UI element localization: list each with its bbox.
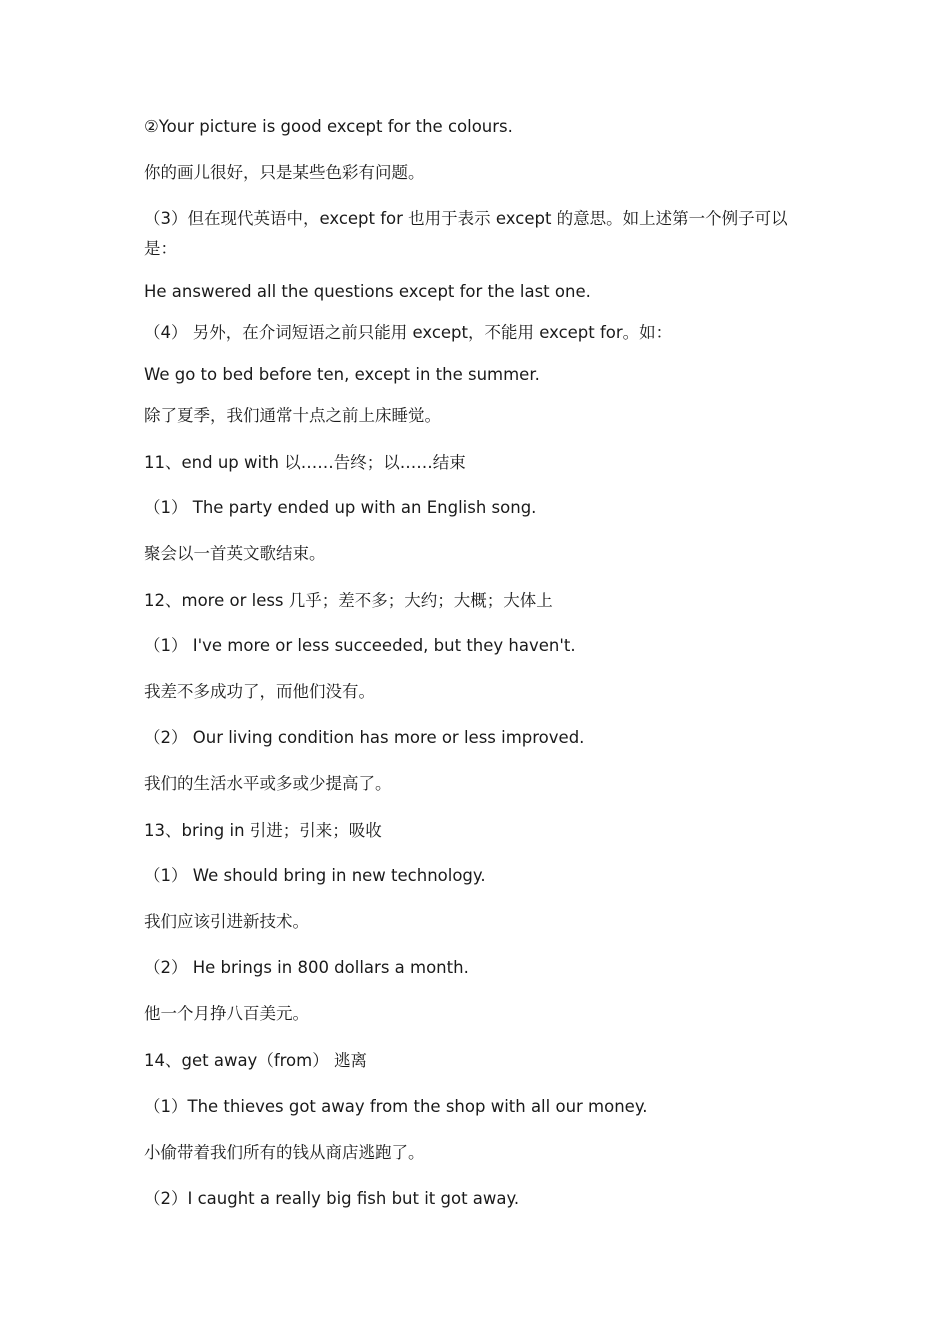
text-line: 我们的生活水平或多或少提高了。 (144, 774, 392, 793)
text-line: （4） 另外，在介词短语之前只能用 except，不能用 except for。如： (144, 323, 673, 342)
text-line: 我差不多成功了，而他们没有。 (144, 682, 375, 701)
text-line: 小偷带着我们所有的钱从商店逃跑了。 (144, 1143, 425, 1162)
text-line: （2）I caught a really big fish but it got away. (144, 1189, 520, 1208)
section-heading: 14、get away（from） 逃离 (144, 1051, 367, 1070)
text-line: （1） I've more or less succeeded, but they haven't. (144, 636, 576, 655)
text-line: （3）但在现代英语中，except for 也用于表示 except 的意思。如上述第一个例子可以是： (144, 209, 788, 258)
text-line: ②Your picture is good except for the colours. (144, 117, 513, 136)
text-line: （2） He brings in 800 dollars a month. (144, 958, 469, 977)
section-heading: 11、end up with 以……告终；以……结束 (144, 453, 466, 472)
text-line: 除了夏季，我们通常十点之前上床睡觉。 (144, 406, 441, 425)
text-line: 他一个月挣八百美元。 (144, 1004, 309, 1023)
text-line: 你的画儿很好，只是某些色彩有问题。 (144, 163, 425, 182)
text-line: We go to bed before ten, except in the summer. (144, 365, 540, 384)
section-heading: 12、more or less 几乎；差不多；大约；大概；大体上 (144, 591, 553, 610)
text-line: （1）The thieves got away from the shop with all our money. (144, 1097, 648, 1116)
text-line: （1） We should bring in new technology. (144, 866, 486, 885)
text-line: 我们应该引进新技术。 (144, 912, 309, 931)
section-heading: 13、bring in 引进；引来；吸收 (144, 821, 382, 840)
text-line: 聚会以一首英文歌结束。 (144, 544, 326, 563)
text-line: （2） Our living condition has more or less improved. (144, 728, 585, 747)
text-line: （1） The party ended up with an English song. (144, 498, 537, 517)
text-line: He answered all the questions except for the last one. (144, 282, 591, 301)
